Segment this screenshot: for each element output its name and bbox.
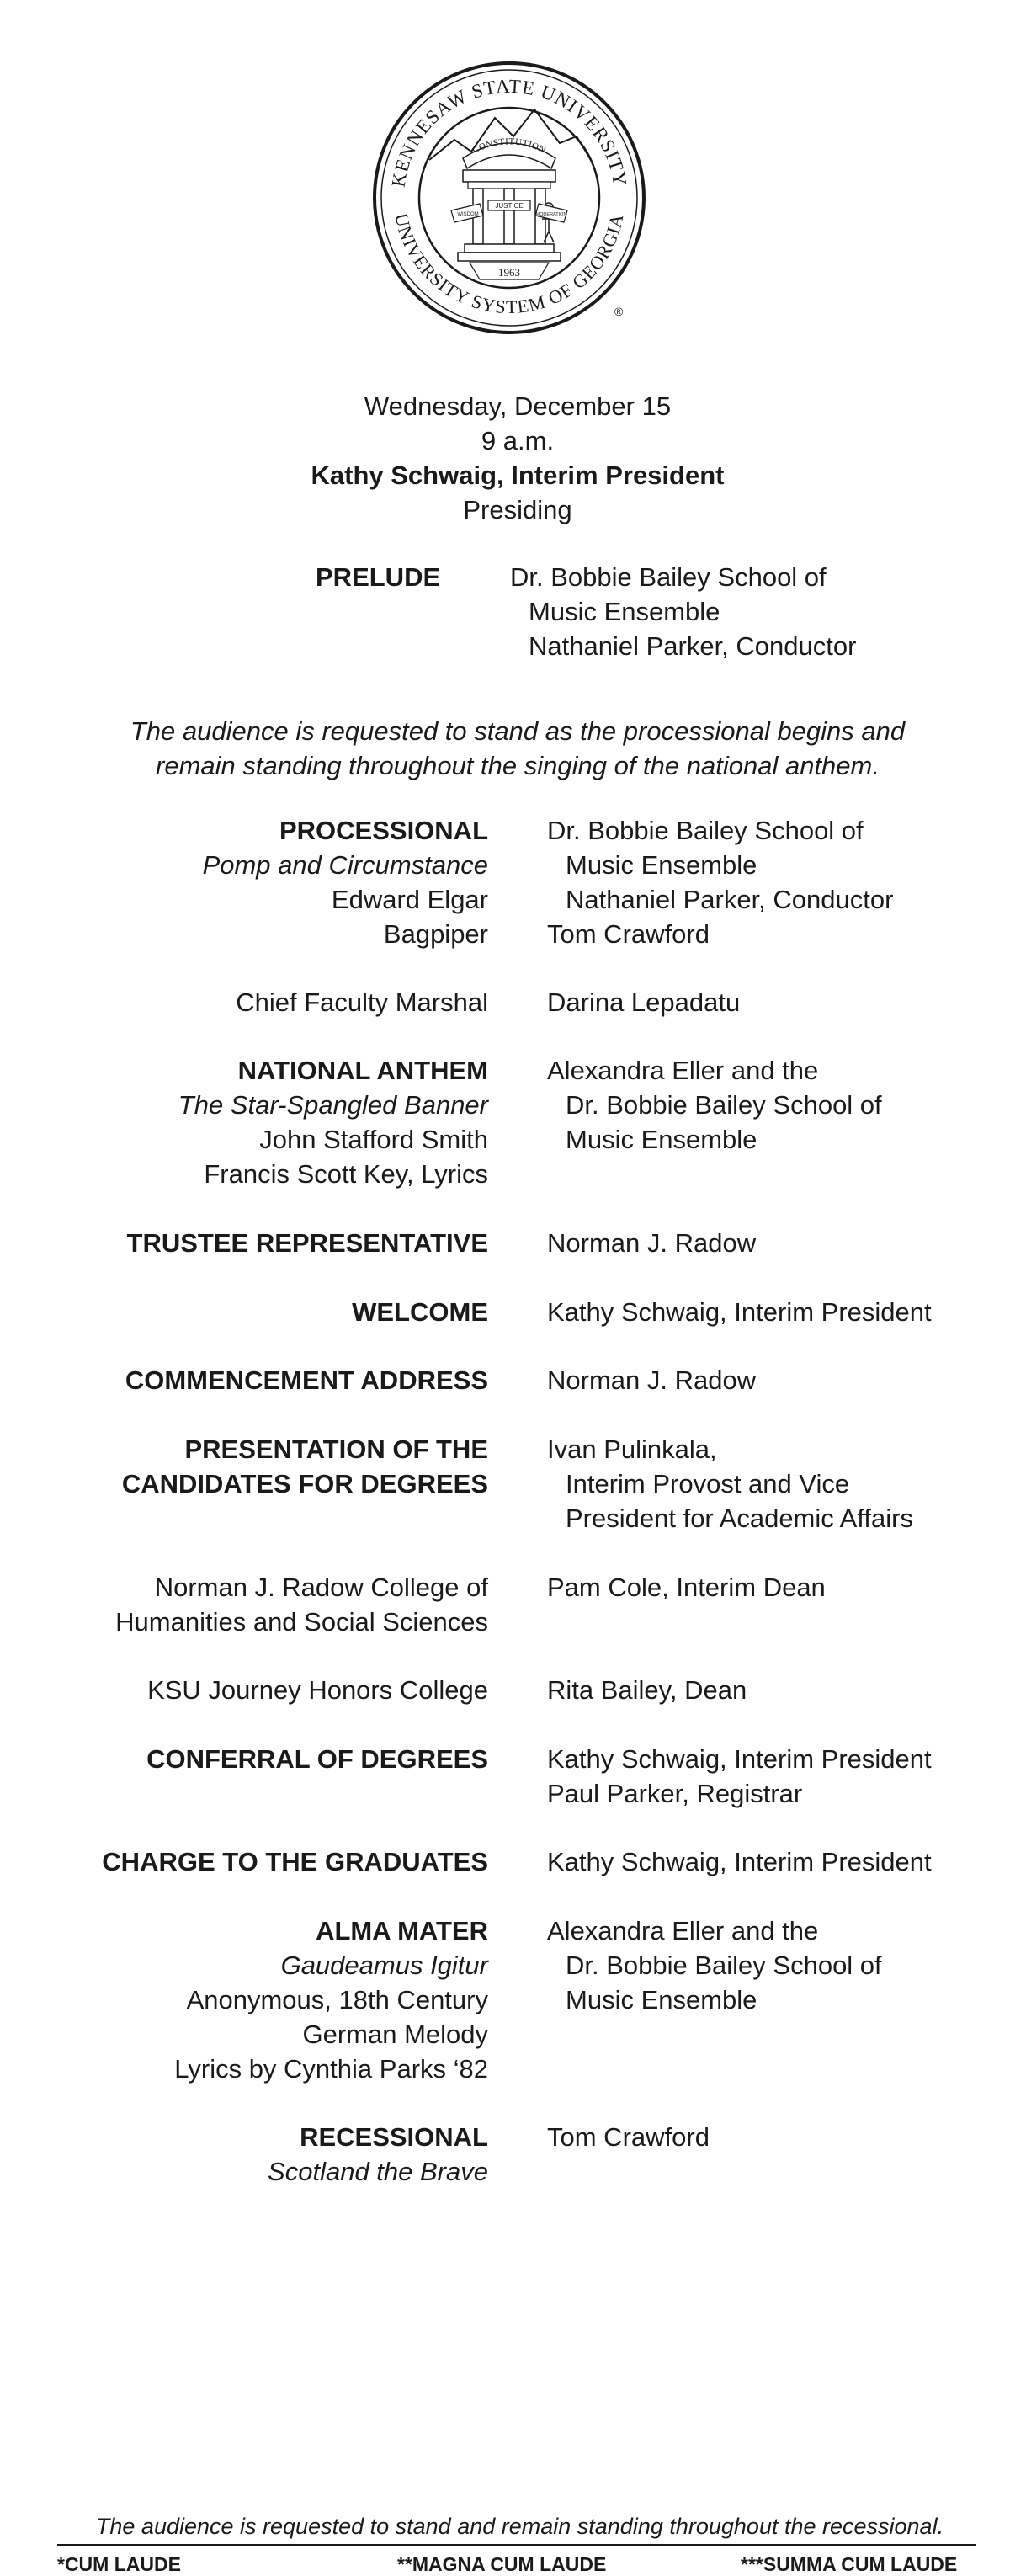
seal-banner-center: JUSTICE xyxy=(495,202,524,210)
audience-notice xyxy=(0,714,1010,783)
performer: Paul Parker, Registrar xyxy=(547,1779,803,1808)
university-seal xyxy=(370,59,648,337)
performer: Dr. Bobbie Bailey School of xyxy=(566,1951,882,1980)
seal-banner-left: WISDOM xyxy=(457,212,479,217)
performer: Ivan Pulinkala, xyxy=(547,1434,717,1464)
item-title: NATIONAL ANTHEM xyxy=(237,1056,488,1085)
seal-year: 1963 xyxy=(498,266,520,279)
item-title: RECESSIONAL xyxy=(300,2122,488,2152)
presider-name: Kathy Schwaig, Interim President xyxy=(311,460,725,490)
item-title: ALMA MATER xyxy=(316,1916,488,1945)
seal-bottom-text: UNIVERSITY SYSTEM OF GEORGIA xyxy=(391,211,628,318)
notice-line: remain standing throughout the singing of the national anthem. xyxy=(156,751,880,780)
item-title: PRESENTATION OF THE xyxy=(184,1434,488,1464)
piece-title: Gaudeamus Igitur xyxy=(280,1951,488,1980)
item-title: WELCOME xyxy=(352,1297,488,1327)
prelude-label: PRELUDE xyxy=(316,562,441,592)
performer: Darina Lepadatu xyxy=(547,987,741,1017)
piece-title: The Star-Spangled Banner xyxy=(178,1090,488,1120)
performer: Norman J. Radow xyxy=(547,1365,757,1395)
performer: Music Ensemble xyxy=(566,850,758,880)
piece-title: Pomp and Circumstance xyxy=(202,850,488,880)
performer: Tom Crawford xyxy=(547,2122,710,2152)
presiding-label: Presiding xyxy=(463,495,572,524)
college-name: KSU Journey Honors College xyxy=(147,1675,488,1705)
ceremony-time: 9 a.m. xyxy=(481,426,555,455)
college-name: Humanities and Social Sciences xyxy=(115,1607,488,1637)
performer: Music Ensemble xyxy=(566,1125,758,1154)
footer-divider xyxy=(57,2544,976,2546)
performer: Dr. Bobbie Bailey School of xyxy=(547,816,864,845)
ceremony-header xyxy=(0,389,1010,527)
performer: Pam Cole, Interim Dean xyxy=(547,1573,826,1602)
piece-title: Scotland the Brave xyxy=(268,2157,488,2186)
honors-magna-cum-laude: **MAGNA CUM LAUDE xyxy=(397,2553,607,2575)
column-icon xyxy=(504,189,514,244)
performer: Alexandra Eller and the xyxy=(547,1056,819,1085)
prelude-line: Nathaniel Parker, Conductor xyxy=(529,631,857,661)
performer: Interim Provost and Vice xyxy=(566,1469,850,1498)
performer: Nathaniel Parker, Conductor xyxy=(566,885,894,914)
performer: Tom Crawford xyxy=(547,919,710,949)
performer: Kathy Schwaig, Interim President xyxy=(547,1297,932,1327)
performer: Dr. Bobbie Bailey School of xyxy=(566,1090,882,1120)
composer: John Stafford Smith xyxy=(259,1125,488,1154)
role-label: Bagpiper xyxy=(383,919,488,949)
composer: Anonymous, 18th Century xyxy=(186,1985,488,2014)
lyricist: Lyrics by Cynthia Parks ‘82 xyxy=(174,2054,488,2084)
composer: German Melody xyxy=(302,2020,488,2049)
seal-banner-right: MODERATION xyxy=(535,212,567,217)
ceremony-date: Wednesday, December 15 xyxy=(364,391,672,421)
honors-summa-cum-laude: ***SUMMA CUM LAUDE xyxy=(741,2553,958,2575)
recessional-notice: The audience is requested to stand and remain standing throughout the recessional. xyxy=(95,2514,944,2539)
seal-top-text: KENNESAW STATE UNIVERSITY xyxy=(387,75,631,189)
performer: Kathy Schwaig, Interim President xyxy=(547,1847,932,1876)
honors-cum-laude: *CUM LAUDE xyxy=(57,2553,181,2575)
notice-line: The audience is requested to stand as the processional begins and xyxy=(130,716,906,746)
item-title: PROCESSIONAL xyxy=(279,816,488,845)
composer: Edward Elgar xyxy=(331,885,488,914)
prelude-line: Music Ensemble xyxy=(529,597,720,626)
performer: Music Ensemble xyxy=(566,1985,758,2014)
item-title: TRUSTEE REPRESENTATIVE xyxy=(126,1228,488,1258)
seal-ribbon-text: CONSTITUTION xyxy=(470,136,548,156)
item-title: CANDIDATES FOR DEGREES xyxy=(121,1469,488,1498)
item-title: CHARGE TO THE GRADUATES xyxy=(102,1847,488,1876)
college-name: Norman J. Radow College of xyxy=(154,1573,488,1602)
prelude-line: Dr. Bobbie Bailey School of xyxy=(510,562,827,592)
registered-mark: ® xyxy=(614,305,624,318)
performer: Rita Bailey, Dean xyxy=(547,1675,747,1705)
performer: President for Academic Affairs xyxy=(566,1504,913,1533)
item-title: Chief Faculty Marshal xyxy=(236,987,488,1017)
performer: Norman J. Radow xyxy=(547,1228,757,1258)
lyricist: Francis Scott Key, Lyrics xyxy=(204,1159,488,1189)
performer: Kathy Schwaig, Interim President xyxy=(547,1744,932,1774)
item-title: CONFERRAL OF DEGREES xyxy=(146,1744,488,1774)
performer: Alexandra Eller and the xyxy=(547,1916,819,1945)
item-title: COMMENCEMENT ADDRESS xyxy=(125,1365,488,1395)
